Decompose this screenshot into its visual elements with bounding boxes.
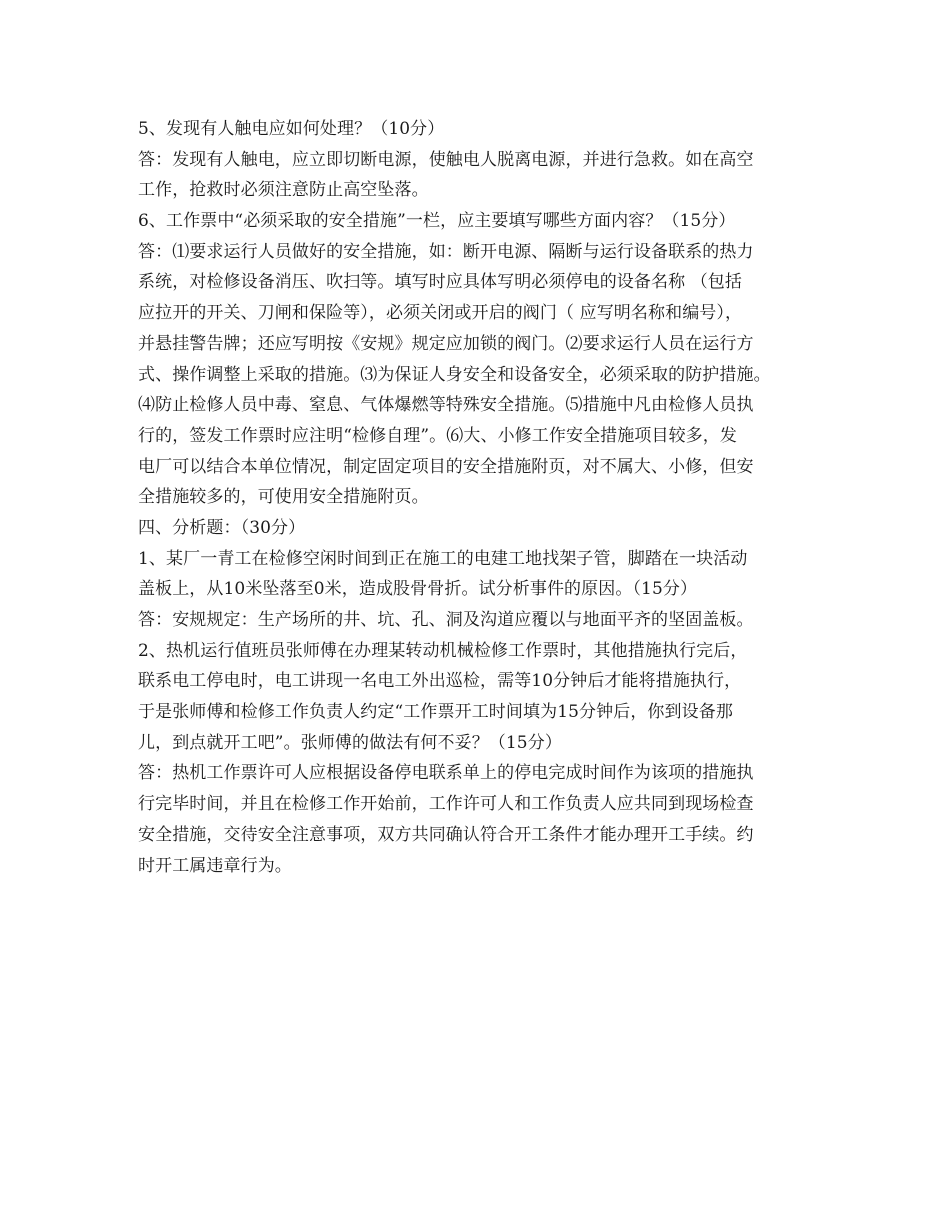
section-heading-analysis: 四、分析题：（30分） bbox=[138, 517, 306, 538]
answer-6-line-2: 系统，对检修设备消压、吹扫等。填写时应具体写明必须停电的设备名称 （包括 bbox=[138, 272, 743, 293]
question-5: 5、发现有人触电应如何处理？（10分） bbox=[138, 119, 445, 139]
analysis-answer-2-line-1: 答：热机工作票许可人应根据设备停电联系单上的停电完成时间作为该项的措施执 bbox=[138, 763, 754, 784]
answer-5-line-1: 答：发现有人触电，应立即切断电源，使触电人脱离电源，并进行急救。如在高空 bbox=[138, 149, 754, 170]
answer-6-line-5: 式、操作调整上采取的措施。⑶为保证人身安全和设备安全，必须采取的防护措施。 bbox=[138, 364, 771, 385]
analysis-answer-2-line-3: 安全措施，交待安全注意事项，双方共同确认符合开工条件才能办理开工手续。约 bbox=[138, 824, 754, 845]
answer-6-line-1: 答：⑴要求运行人员做好的安全措施，如：断开电源、隔断与运行设备联系的热力 bbox=[138, 241, 754, 262]
analysis-question-2-line-4: 儿，到点就开工吧”。张师傅的做法有何不妥？（15分） bbox=[138, 732, 562, 753]
analysis-question-1-line-1: 1、某厂一青工在检修空闲时间到正在施工的电建工地找架子管，脚踏在一块活动 bbox=[138, 548, 748, 569]
document-body bbox=[138, 114, 814, 881]
analysis-question-2-line-2: 联系电工停电时，电工讲现一名电工外出巡检，需等10分钟后才能将措施执行， bbox=[138, 671, 742, 692]
answer-6-line-8: 电厂可以结合本单位情况，制定固定项目的安全措施附页，对不属大、小修，但安 bbox=[138, 456, 754, 477]
answer-6-line-7: 行的，签发工作票时应注明“检修自理”。⑹大、小修工作安全措施项目较多，发 bbox=[138, 425, 737, 446]
analysis-answer-2-line-2: 行完毕时间，并且在检修工作开始前，工作许可人和工作负责人应共同到现场检查 bbox=[138, 794, 754, 815]
analysis-answer-2-line-4: 时开工属违章行为。 bbox=[138, 855, 292, 876]
analysis-answer-1: 答：安规规定：生产场所的井、坑、孔、洞及沟道应覆以与地面平齐的坚固盖板。 bbox=[138, 610, 754, 630]
analysis-question-2-line-3: 于是张师傅和检修工作负责人约定“工作票开工时间填为15分钟后，你到设备那 bbox=[138, 702, 733, 723]
answer-5-line-2: 工作，抢救时必须注意防止高空坠落。 bbox=[138, 180, 429, 201]
answer-6-line-6: ⑷防止检修人员中毒、窒息、气体爆燃等特殊安全措施。⑸措施中凡由检修人员执 bbox=[138, 395, 754, 416]
question-6: 6、工作票中“必须采取的安全措施”一栏，应主要填写哪些方面内容？（15分） bbox=[138, 211, 736, 232]
answer-6-line-4: 并悬挂警告牌；还应写明按《安规》规定应加锁的阀门。⑵要求运行人员在运行方 bbox=[138, 333, 754, 354]
answer-6-line-9: 全措施较多的，可使用安全措施附页。 bbox=[138, 487, 429, 508]
analysis-question-1-line-2: 盖板上，从10米坠落至0米，造成股骨骨折。试分析事件的原因。（15分） bbox=[138, 579, 698, 600]
answer-6-line-3: 应拉开的开关、刀闸和保险等），必须关闭或开启的阀门（ 应写明名称和编号）， bbox=[138, 303, 743, 324]
analysis-question-2-line-1: 2、热机运行值班员张师傅在办理某转动机械检修工作票时，其他措施执行完后， bbox=[138, 640, 748, 661]
